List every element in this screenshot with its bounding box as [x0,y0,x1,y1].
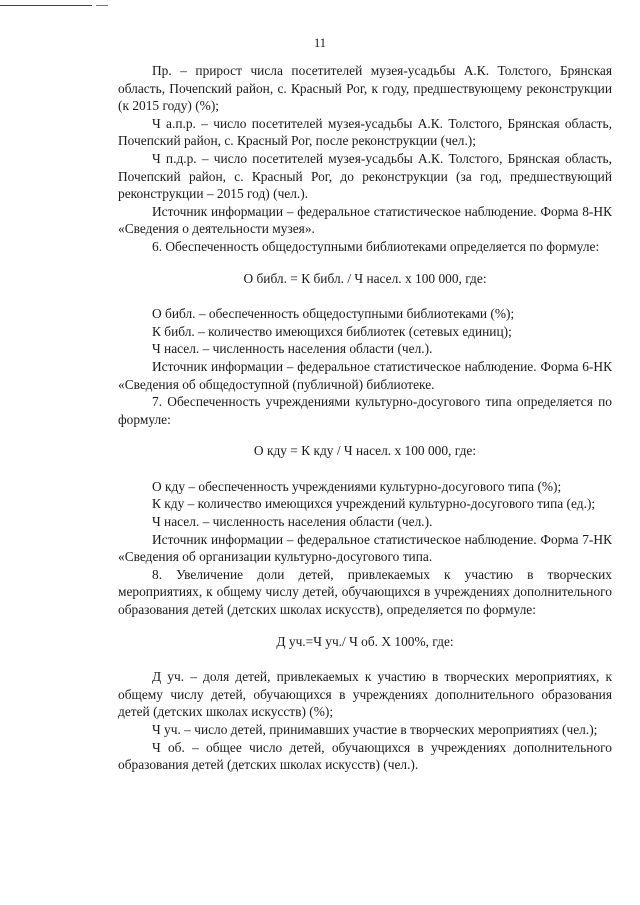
paragraph-source-7nk: Источник информации – федеральное статистическое наблюдение. Форма 7-НК «Сведения об организации культурно-досугового типа. [118,531,612,565]
paragraph-source-6nk: Источник информации – федеральное статистическое наблюдение. Форма 6-НК «Сведения об общедоступной (публичной) библиотеке. [118,358,612,392]
formula-libraries: О библ. = К библ. / Ч насел. х 100 000, где: [243,270,487,286]
paragraph-ch-ob: Ч об. – общее число детей, обучающихся в учреждениях дополнительного образования детей (детских школах искусств) (чел.). [118,739,612,773]
header-rule-segment [96,5,108,6]
paragraph-item-6: 6. Обеспеченность общедоступными библиотеками определяется по формуле: [152,238,600,254]
paragraph-ch-nasel-2: Ч насел. – численность населения области (чел.). [152,514,433,530]
paragraph-ch-uch: Ч уч. – число детей, принимавших участие в творческих мероприятиях (чел.); [152,722,598,737]
paragraph-k-kdu: К кду – количество имеющихся учреждений культурно-досугового типа (ед.); [152,496,596,512]
paragraph-d-uch: Д уч. – доля детей, привлекаемых к участию в творческих мероприятиях, к общему числу детей, обучающихся в учреждениях дополнительного образования детей (детских школах искусств) (%); [118,669,612,720]
paragraph-visitors-before: Ч п.д.р. – число посетителей музея-усадьбы А.К. Толстого, Брянская область, Почепский район, с. Красный Рог, до реконструкции (за год, предшествующий реконструкции – 2015 год) (чел.). [118,150,612,202]
paragraph-o-kdu: О кду – обеспеченность учреждениями культурно-досугового типа (%); [152,478,562,494]
paragraph-item-8: 8. Увеличение доли детей, привлекаемых к участию в творческих мероприятиях, к общему числу детей, обучающихся в учреждениях дополнительного образования детей (детских школах искусств), определяется по формуле: [118,566,612,618]
paragraph-item-7: 7. Обеспеченность учреждениями культурно-досугового типа определяется по формуле: [118,394,612,427]
paragraph-ch-nasel-1: Ч насел. – численность населения области (чел.). [152,341,433,357]
paragraph-source-8nk: Источник информации – федеральное статистическое наблюдение. Форма 8-НК «Сведения о деятельности музея». [118,203,612,237]
formula-kdu: О кду = К кду / Ч насел. х 100 000, где: [253,443,477,459]
paragraph-visitors-after: Ч а.п.р. – число посетителей музея-усадьбы А.К. Толстого, Брянская область, Почепский район, с. Красный Рог, после реконструкции (чел.); [118,115,612,149]
page-number: 11 [313,36,327,50]
document-body [118,62,612,774]
paragraph-o-bibl: О библ. – обеспеченность общедоступными библиотеками (%); [152,306,515,322]
header-rule [0,5,92,6]
paragraph-k-bibl: К библ. – количество имеющихся библиотек (сетевых единиц); [152,323,512,339]
formula-children-share: Д уч.=Ч уч./ Ч об. Х 100%, где: [276,633,454,649]
paragraph-growth-definition: Пр. – прирост числа посетителей музея-усадьбы А.К. Толстого, Брянская область, Почепский район, с. Красный Рог, к году, предшествующему реконструкции (к 2015 году) (%); [118,63,612,114]
